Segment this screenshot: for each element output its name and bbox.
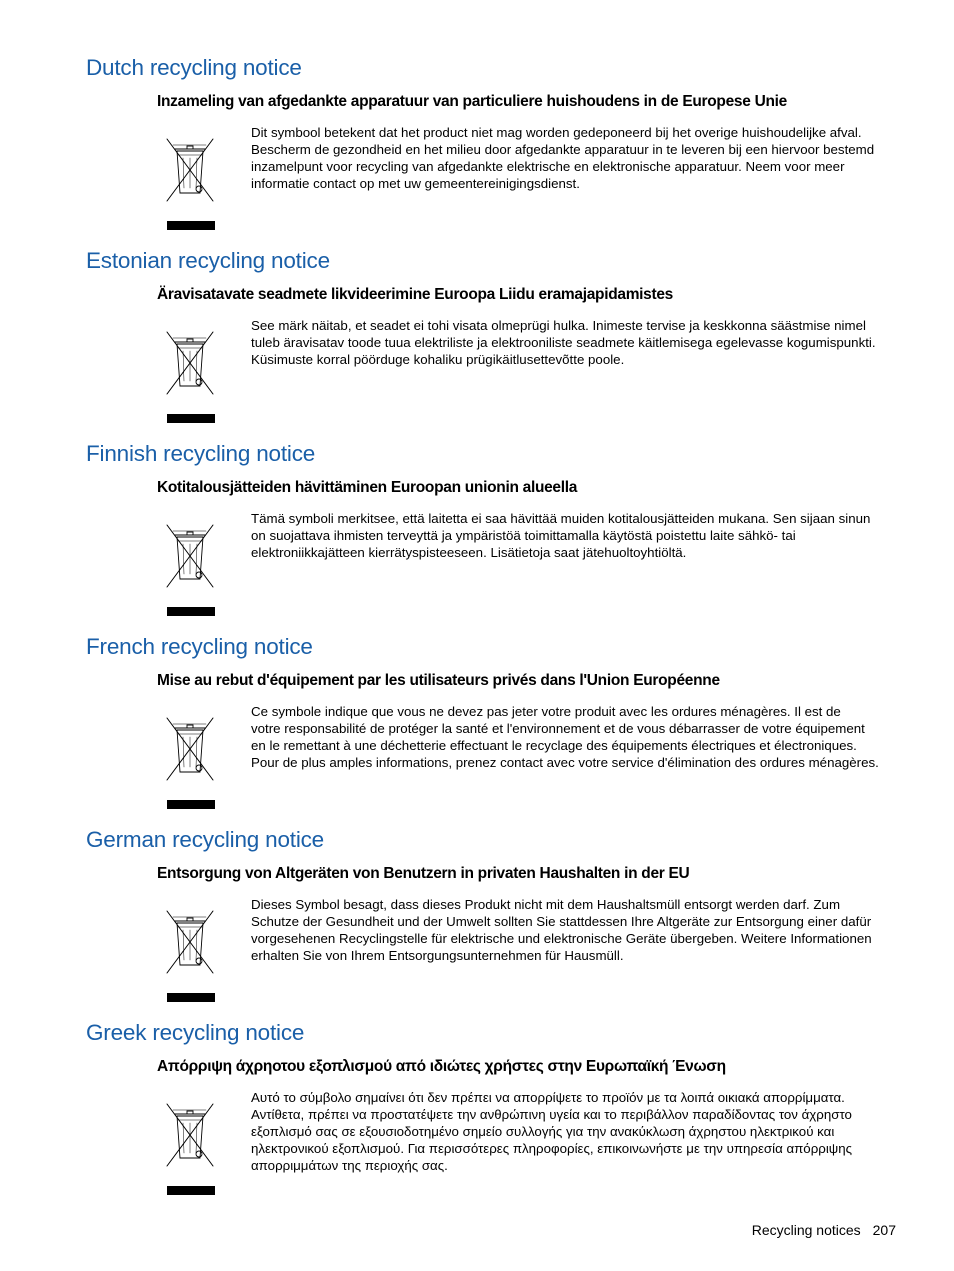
weee-symbol bbox=[163, 905, 217, 1003]
weee-symbol bbox=[163, 1098, 217, 1196]
page-number: 207 bbox=[872, 1222, 896, 1238]
weee-bar bbox=[167, 607, 215, 616]
section-body: Αυτό το σύμβολο σημαίνει ότι δεν πρέπει να απορρίψετε το προϊόν με τα λοιπά οικιακά απορρίμματα. Αντίθετα, πρέπει να προστατέψετε την ανθρώπινη υγεία και το περιβάλλον παραδίδοντας τον άχρηστο εξοπλισμό σας σε εξουσιοδοτημένο σημείο συλλογής για την ανακύκλωση άχρηστου ηλεκτρικού και ηλεκτρονικού εξοπλισμού. Για περισσότερες πληροφορίες, επικοινωνήστε με την υπηρεσία απόρριψης απορριμμάτων της περιοχής σας. bbox=[251, 1090, 853, 1173]
footer-section-title: Recycling notices bbox=[751, 1222, 861, 1238]
weee-bar bbox=[167, 221, 215, 230]
section-subheading: Kotitalousjätteiden hävittäminen Euroopan unionin alueella bbox=[157, 479, 578, 496]
weee-symbol bbox=[163, 326, 217, 424]
crossed-out-wheelie-bin-icon bbox=[163, 519, 217, 591]
section-heading: Estonian recycling notice bbox=[86, 248, 330, 273]
page-footer bbox=[752, 1222, 896, 1238]
section-body: Dieses Symbol besagt, dass dieses Produkt nicht mit dem Haushaltsmüll entsorgt werden darf. Zum Schutze der Gesundheit und der Umwelt sollten Sie stattdessen Ihre Altgeräte zur Entsorgung einer dafür vorgesehenen Recyclingstelle für elektrische und elektronische Geräte übergeben. Weitere Informationen erhalten Sie von Ihrem Entsorgungsunternehmen für Hausmüll. bbox=[251, 897, 872, 963]
crossed-out-wheelie-bin-icon bbox=[163, 712, 217, 784]
crossed-out-wheelie-bin-icon bbox=[163, 326, 217, 398]
weee-bar bbox=[167, 414, 215, 423]
section-body: Ce symbole indique que vous ne devez pas jeter votre produit avec les ordures ménagères. Il est de votre responsabilité de protéger la santé et l'environnement et de vous débarrasser de votre équipement en le remettant à une déchetterie effectuant le recyclage des équipements électriques et électroniques. Pour de plus amples informations, prenez contact avec votre service d'élimination des ordures ménagères. bbox=[251, 704, 879, 770]
section-subheading: Entsorgung von Altgeräten von Benutzern in privaten Haushalten in der EU bbox=[157, 865, 690, 882]
crossed-out-wheelie-bin-icon bbox=[163, 1098, 217, 1170]
weee-bar bbox=[167, 800, 215, 809]
section-heading: French recycling notice bbox=[86, 634, 313, 659]
crossed-out-wheelie-bin-icon bbox=[163, 905, 217, 977]
weee-symbol bbox=[163, 712, 217, 810]
section-subheading: Mise au rebut d'équipement par les utilisateurs privés dans l'Union Européenne bbox=[157, 672, 720, 689]
section-heading: Finnish recycling notice bbox=[86, 441, 316, 466]
section-heading: Dutch recycling notice bbox=[86, 55, 302, 80]
section-body: See märk näitab, et seadet ei tohi visata olmeprügi hulka. Inimeste tervise ja keskkonna säästmise nimel tuleb äravisatav toode tuua elektriliste ja elektrooniliste seadmete käitlemisega egelevasse kogumispunkti. Küsimuste korral pöörduge kohaliku prügikäitlusettevõtte poole. bbox=[251, 318, 876, 367]
weee-bar bbox=[167, 993, 215, 1002]
weee-bar bbox=[167, 1186, 215, 1195]
section-heading: German recycling notice bbox=[86, 827, 325, 852]
section-subheading: Inzameling van afgedankte apparatuur van particuliere huishoudens in de Europese Unie bbox=[157, 93, 787, 110]
section-subheading: Äravisatavate seadmete likvideerimine Euroopa Liidu eramajapidamistes bbox=[157, 286, 674, 303]
weee-symbol bbox=[163, 519, 217, 617]
section-subheading: Απόρριψη άχρηοτου εξοπλισμού από ιδιώτες χρήστες στην Ευρωπαϊκή Ένωση bbox=[157, 1058, 726, 1075]
section-body: Dit symbool betekent dat het product niet mag worden gedeponeerd bij het overige huishoudelijke afval. Bescherm de gezondheid en het milieu door afgedankte apparatuur in te leveren bij een hiervoor bestemd inzamelpunt voor recycling van afgedankte elektrische en elektronische apparatuur. Neem voor meer informatie contact op met uw gemeentereinigingsdienst. bbox=[251, 125, 875, 191]
section-heading: Greek recycling notice bbox=[86, 1020, 305, 1045]
section-body: Tämä symboli merkitsee, että laitetta ei saa hävittää muiden kotitalousjätteiden mukana. Sen sijaan sinun on suojattava ihmisten terveyttä ja ympäristöä toimittamalla käytöstä poistettu laite sähkö- tai elektroniikkajätteen kierrätyspisteeseen. Lisätietoja saat jätehuoltoyhtiöltä. bbox=[251, 511, 871, 560]
weee-symbol bbox=[163, 133, 217, 231]
crossed-out-wheelie-bin-icon bbox=[163, 133, 217, 205]
